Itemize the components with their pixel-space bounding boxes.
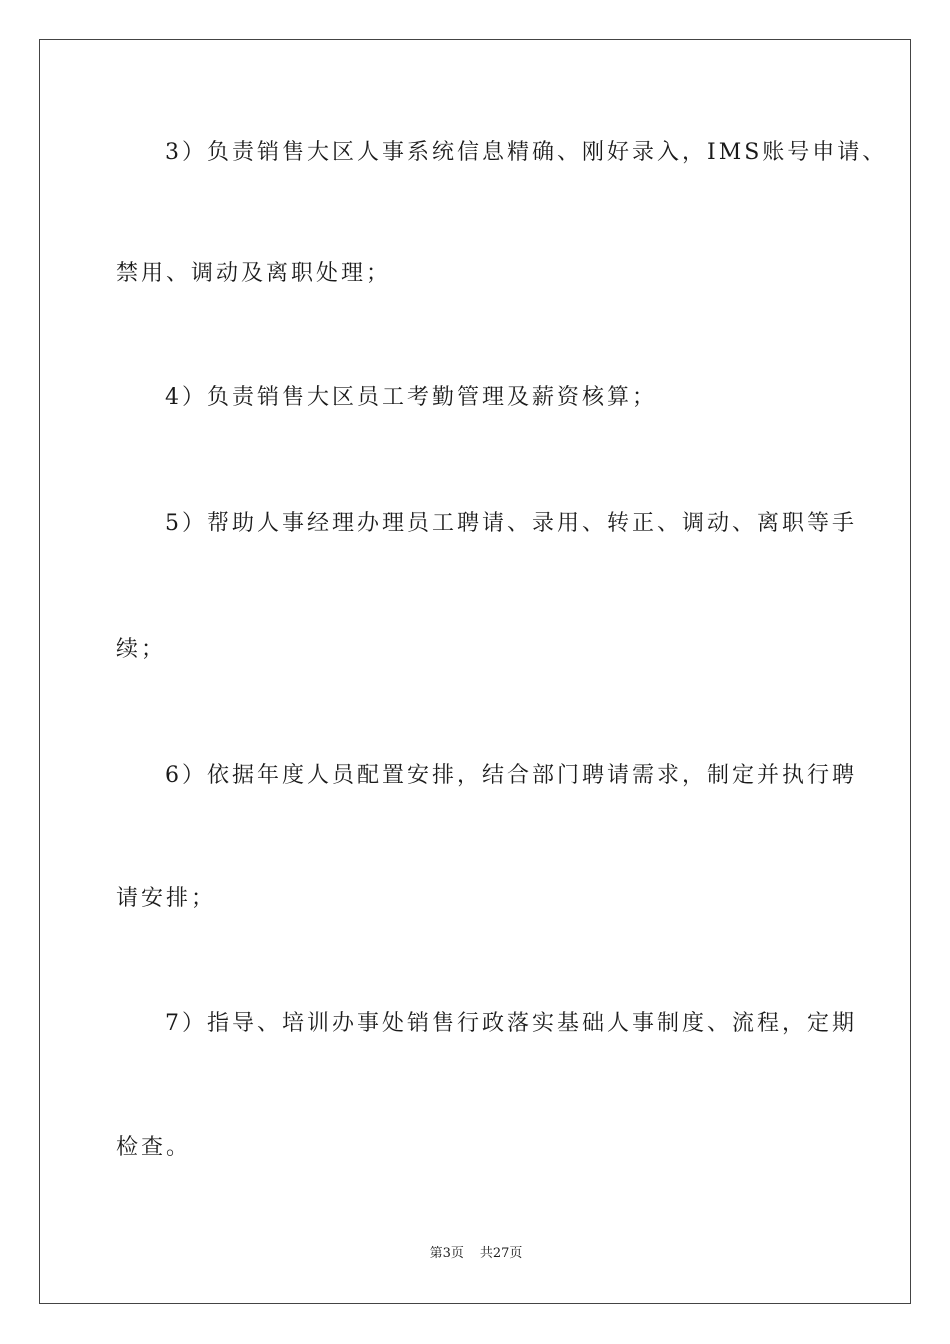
page-total: 共27页 (479, 1246, 523, 1261)
paragraph-line: 请安排； (116, 886, 217, 911)
page-footer (40, 1245, 912, 1263)
paragraph-line: 禁用、调动及离职处理； (116, 261, 392, 286)
paragraph-line: 5）帮助人事经理办理员工聘请、录用、转正、调动、离职等手 (165, 511, 857, 536)
paragraph-line: 续； (116, 637, 167, 662)
paragraph-line: 3）负责销售大区人事系统信息精确、刚好录入，IMS账号申请、 (165, 140, 888, 165)
page-number: 第3页 (429, 1246, 464, 1261)
paragraph-line: 6）依据年度人员配置安排，结合部门聘请需求，制定并执行聘 (165, 763, 857, 788)
paragraph-line: 4）负责销售大区员工考勤管理及薪资核算； (165, 385, 657, 410)
page-frame (39, 39, 911, 1304)
paragraph-line: 检查。 (116, 1135, 192, 1160)
paragraph-line: 7）指导、培训办事处销售行政落实基础人事制度、流程，定期 (165, 1011, 857, 1036)
